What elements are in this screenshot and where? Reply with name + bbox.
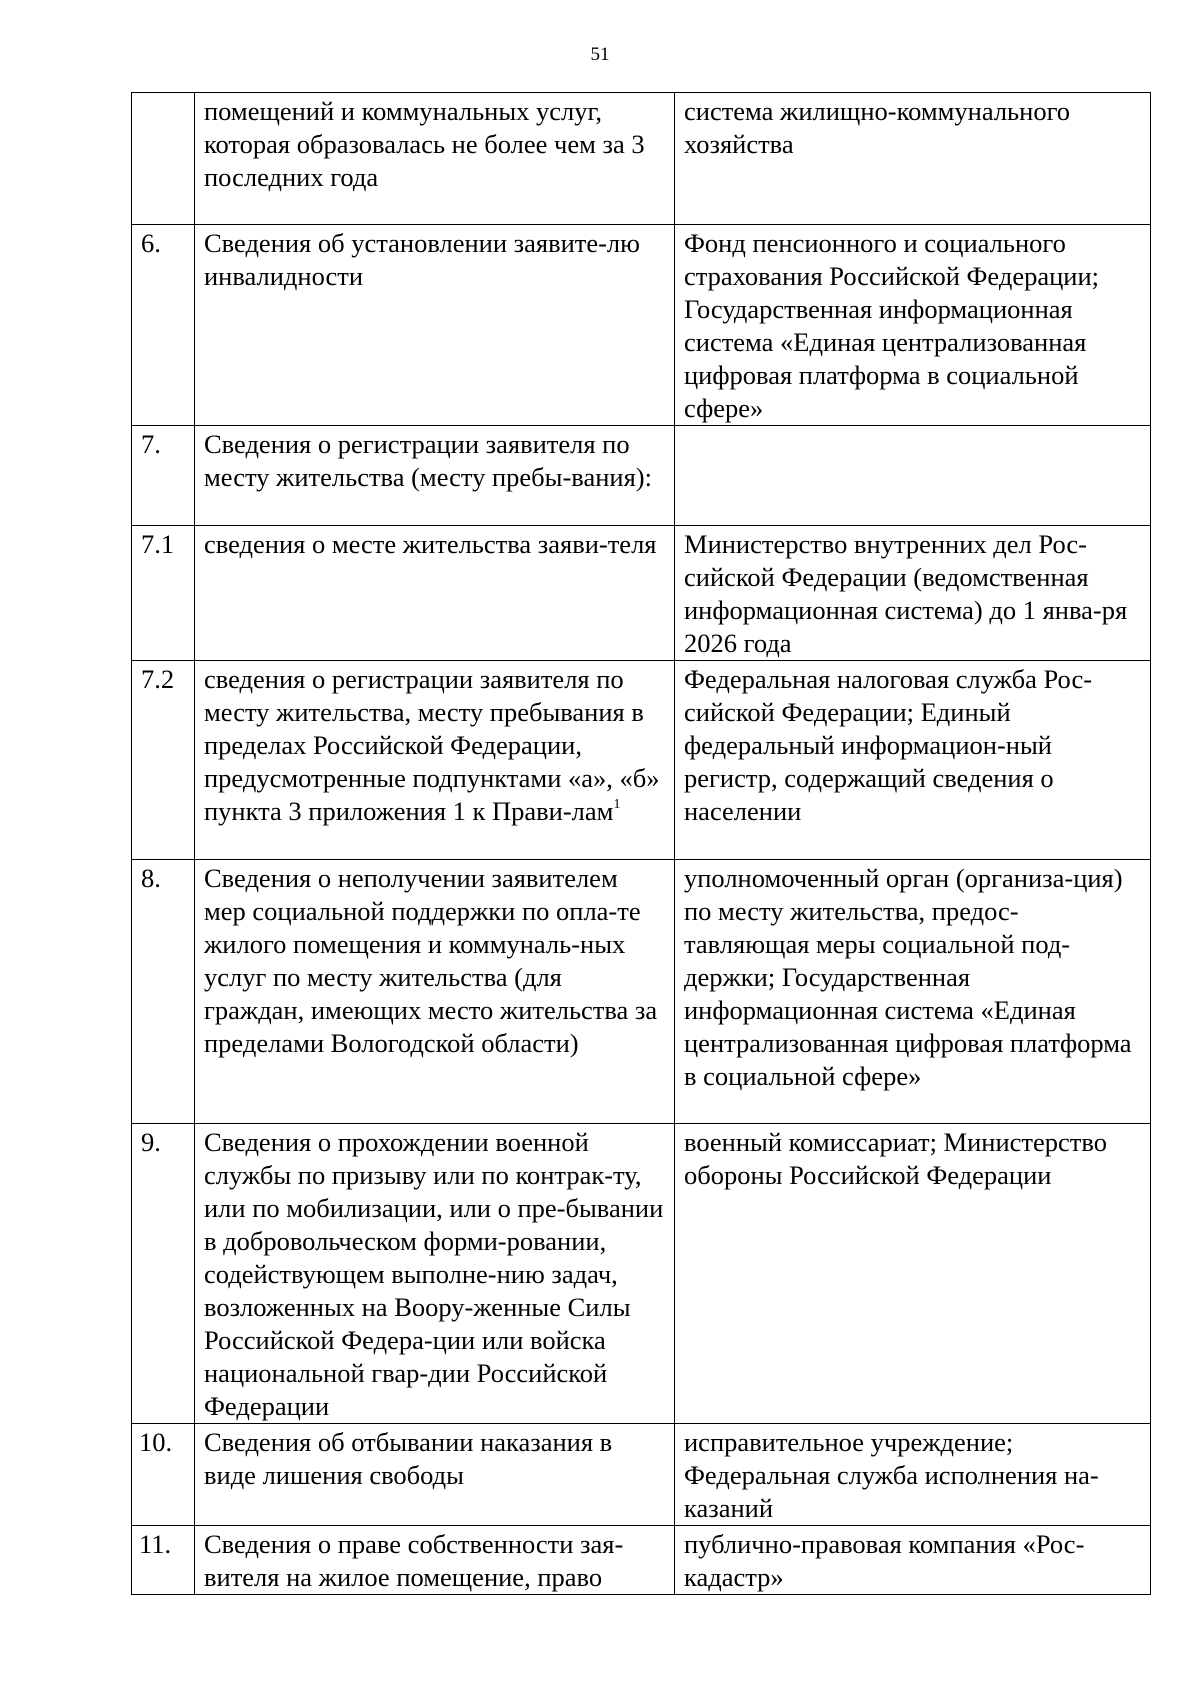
row-description: Сведения о неполучении заявителем мер социальной поддержки по опла-те жилого помещения и коммуналь-ных услуг по месту жительства (для граждан, имеющих место жительства за пределами Вологодской области) xyxy=(195,860,675,1124)
row-source: военный комиссариат; Министерство обороны Российской Федерации xyxy=(675,1124,1151,1424)
table-row xyxy=(132,426,1151,526)
table-row xyxy=(132,860,1151,1124)
row-source: публично-правовая компания «Рос-кадастр» xyxy=(675,1526,1151,1595)
table-row xyxy=(132,93,1151,225)
row-source: система жилищно-коммунального хозяйства xyxy=(675,93,1151,225)
table-row xyxy=(132,526,1151,661)
row-number: 11. xyxy=(132,1526,195,1595)
row-number: 10. xyxy=(132,1424,195,1526)
table-row xyxy=(132,1526,1151,1595)
row-number: 7.1 xyxy=(132,526,195,661)
row-source: Министерство внутренних дел Рос-сийской Федерации (ведомственная информационная система) до 1 янва-ря 2026 года xyxy=(675,526,1151,661)
row-description: помещений и коммунальных услуг, которая образовалась не более чем за 3 последних года xyxy=(195,93,675,225)
row-number: 9. xyxy=(132,1124,195,1424)
row-description-text: сведения о регистрации заявителя по месту жительства, месту пребывания в пределах Российской Федерации, предусмотренные подпунктами «а», «б» пункта 3 приложения 1 к Прави-лам xyxy=(204,664,660,826)
table-row xyxy=(132,661,1151,860)
row-number: 7. xyxy=(132,426,195,526)
row-number: 6. xyxy=(132,225,195,426)
row-source: Фонд пенсионного и социального страхования Российской Федерации; Государственная информационная система «Единая централизованная цифровая платформа в социальной сфере» xyxy=(675,225,1151,426)
row-description: Сведения об отбывании наказания в виде лишения свободы xyxy=(195,1424,675,1526)
row-number: 7.2 xyxy=(132,661,195,860)
row-source: исправительное учреждение; Федеральная служба исполнения на-казаний xyxy=(675,1424,1151,1526)
row-description: Сведения о прохождении военной службы по призыву или по контрак-ту, или по мобилизации, или о пре-бывании в добровольческом форми-ровании, содействующем выполне-нию задач, возложенных на Воору-женные Силы Российской Федера-ции или войска национальной гвар-дии Российской Федерации xyxy=(195,1124,675,1424)
row-number: 8. xyxy=(132,860,195,1124)
row-description: Сведения о праве собственности зая-вителя на жилое помещение, право xyxy=(195,1526,675,1595)
row-description: Сведения о регистрации заявителя по месту жительства (месту пребы-вания): xyxy=(195,426,675,526)
row-source: уполномоченный орган (организа-ция) по месту жительства, предос-тавляющая меры социальной под-держки; Государственная информационная система «Единая централизованная цифровая платформа в социальной сфере» xyxy=(675,860,1151,1124)
table-row xyxy=(132,1424,1151,1526)
row-source: Федеральная налоговая служба Рос-сийской Федерации; Единый федеральный информацион-ный регистр, содержащий сведения о населении xyxy=(675,661,1151,860)
page-number: 51 xyxy=(590,44,610,65)
table-row xyxy=(132,1124,1151,1424)
row-number xyxy=(132,93,195,225)
row-source xyxy=(675,426,1151,526)
row-description xyxy=(195,661,675,860)
table-row xyxy=(132,225,1151,426)
footnote-mark: 1 xyxy=(613,797,621,812)
data-sources-table xyxy=(131,92,1151,1595)
row-description: сведения о месте жительства заяви-теля xyxy=(195,526,675,661)
row-description: Сведения об установлении заявите-лю инвалидности xyxy=(195,225,675,426)
